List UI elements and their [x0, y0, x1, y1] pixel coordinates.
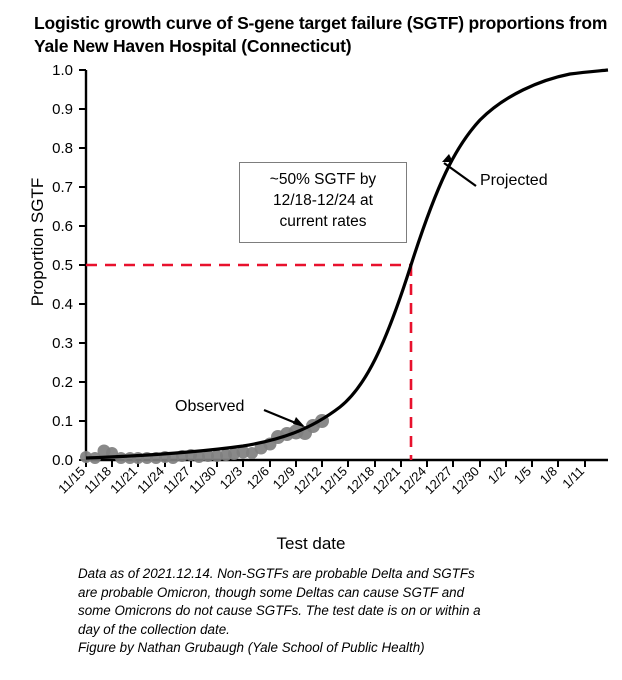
x-tick-labels [55, 464, 587, 498]
y-tick-labels [52, 62, 73, 469]
caption-credit: Figure by Nathan Grubaugh (Yale School of Public Health) [78, 640, 425, 655]
svg-text:12/15: 12/15 [316, 463, 351, 498]
svg-text:0.9: 0.9 [52, 101, 73, 118]
svg-text:0.7: 0.7 [52, 179, 73, 196]
svg-text:12/24: 12/24 [395, 463, 430, 498]
plot-area [0, 62, 622, 498]
svg-text:12/9: 12/9 [269, 463, 299, 493]
caption-line-4: day of the collection date. [78, 621, 230, 637]
y-axis-label: Proportion SGTF [28, 177, 47, 307]
svg-text:1.0: 1.0 [52, 62, 73, 79]
annotation-line-3: current rates [279, 212, 367, 230]
svg-text:11/27: 11/27 [160, 463, 194, 497]
svg-text:0.1: 0.1 [52, 413, 73, 430]
chart-title: Logistic growth curve of S-gene target failure (SGTF) proportions from Yale New Haven Hospital (Connecticut) [34, 13, 608, 57]
annotation-textbox [239, 162, 407, 243]
svg-text:11/30: 11/30 [186, 463, 220, 497]
chart-svg [0, 62, 622, 532]
svg-text:12/18: 12/18 [343, 463, 378, 498]
svg-text:12/30: 12/30 [448, 463, 483, 498]
svg-text:11/24: 11/24 [134, 463, 168, 497]
svg-text:0.4: 0.4 [52, 296, 73, 313]
svg-text:11/18: 11/18 [81, 463, 115, 497]
annotation-line-2: 12/18-12/24 at [273, 191, 373, 209]
svg-text:0.8: 0.8 [52, 140, 73, 157]
svg-text:1/8: 1/8 [536, 463, 561, 487]
svg-text:12/27: 12/27 [421, 463, 456, 498]
caption-line-1: Data as of 2021.12.14. Non-SGTFs are probable Delta and SGTFs [78, 566, 475, 581]
svg-text:12/12: 12/12 [290, 463, 325, 498]
svg-text:12/6: 12/6 [243, 463, 273, 493]
svg-text:12/21: 12/21 [369, 463, 404, 498]
svg-text:0.6: 0.6 [52, 218, 73, 235]
x-axis-label: Test date [276, 534, 346, 553]
svg-text:11/21: 11/21 [107, 463, 141, 497]
annotation-line-1: ~50% SGTF by [269, 171, 377, 188]
observed-label: Observed [175, 398, 245, 415]
svg-text:0.5: 0.5 [52, 257, 73, 274]
svg-text:0.0: 0.0 [52, 452, 73, 469]
projected-label: Projected [480, 172, 548, 189]
caption-line-3: some Omicrons do not cause SGTFs. The test date is on or within a [78, 603, 481, 618]
svg-text:0.3: 0.3 [52, 335, 73, 352]
svg-text:11/15: 11/15 [55, 463, 89, 497]
svg-text:1/5: 1/5 [510, 463, 535, 487]
figure-caption [78, 565, 606, 658]
svg-text:12/3: 12/3 [216, 463, 246, 493]
observed-arrow [264, 410, 305, 427]
caption-line-2: are probable Omicron, though some Deltas can cause SGTF and [78, 584, 465, 600]
svg-text:1/2: 1/2 [484, 463, 509, 487]
svg-text:0.2: 0.2 [52, 374, 73, 391]
svg-text:1/11: 1/11 [559, 463, 588, 492]
